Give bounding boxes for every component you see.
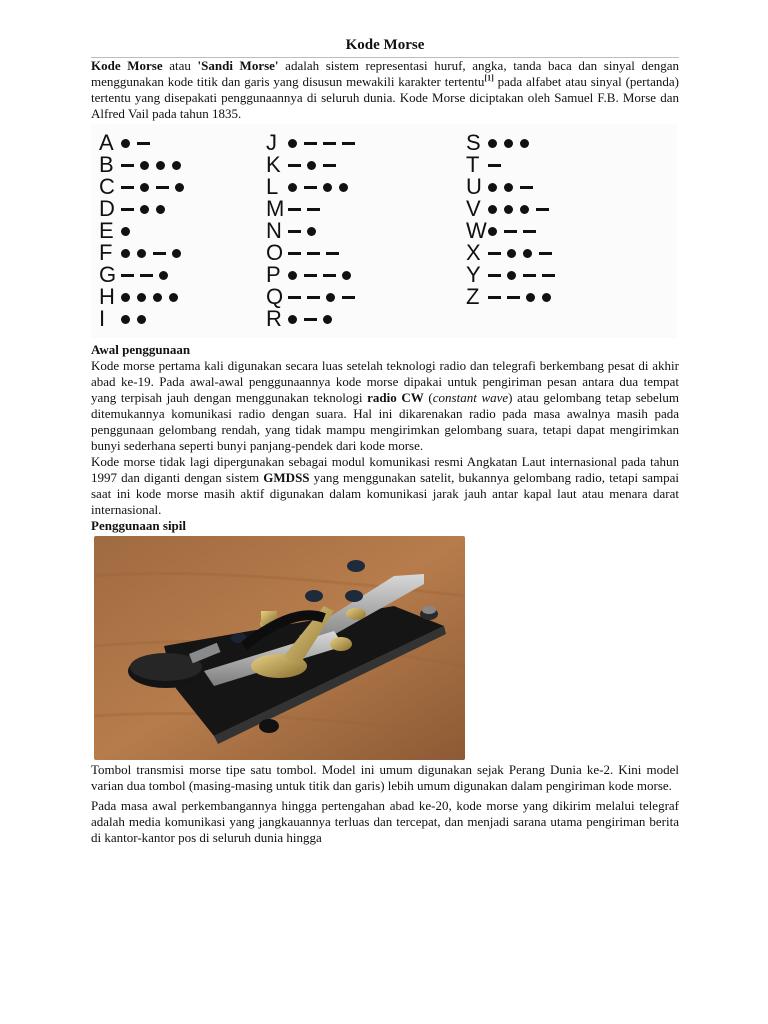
morse-letter: G [99,262,117,287]
morse-dot [137,315,146,324]
morse-code-symbols [288,208,326,211]
intro-text-2: pada alfabet atau sinyal (pertanda) tertentu yang disepakati penggunaannya di seluruh dunia. Kode Morse diciptakan oleh Samuel F.B. Morse dan Alfred Vail pada tahun 1835. [91,74,679,121]
morse-dot [507,271,516,280]
morse-dot [526,293,535,302]
morse-dash [304,186,317,189]
morse-row-p [266,264,361,286]
morse-dash [304,142,317,145]
p2-bold-gmdss: GMDSS [263,470,310,485]
morse-dot [121,315,130,324]
morse-dot [520,205,529,214]
morse-dash [504,230,517,233]
morse-code-symbols [488,249,558,258]
morse-row-b [99,154,191,176]
morse-letter: X [466,240,481,265]
morse-dash [288,296,301,299]
morse-dash [121,208,134,211]
morse-alphabet-image [91,124,677,338]
morse-dot [153,293,162,302]
morse-letter: I [99,306,106,331]
morse-dot [156,161,165,170]
morse-column-3 [466,132,561,308]
morse-letter: A [99,130,114,155]
morse-dot [307,227,316,236]
morse-code-symbols [121,249,188,258]
p1-text-b: ( [423,390,433,405]
morse-dash [153,252,166,255]
morse-dash [523,230,536,233]
morse-dash [307,208,320,211]
morse-letter: L [266,174,279,199]
morse-row-h [99,286,191,308]
morse-code-symbols [488,139,536,148]
morse-dash [523,274,536,277]
morse-dot [137,249,146,258]
morse-dot [156,205,165,214]
morse-dash [121,164,134,167]
morse-dash [288,252,301,255]
morse-dash [323,164,336,167]
morse-row-m [266,198,361,220]
morse-letter: U [466,174,482,199]
morse-letter: F [99,240,113,265]
morse-row-i [99,308,191,330]
morse-letter: J [266,130,277,155]
morse-dot [323,183,332,192]
intro-text-1: adalah sistem representasi huruf, angka, tanda baca dan sinyal dengan menggunakan kode titik dan garis yang disusun mewakili karakter tertentu [91,58,680,89]
morse-dot [172,161,181,170]
morse-row-u [466,176,561,198]
intro-alias: 'Sandi Morse' [197,58,279,73]
morse-dash [488,296,501,299]
morse-column-1 [99,132,191,330]
morse-letter: N [266,218,282,243]
morse-row-v [466,198,561,220]
intro-term: Kode Morse [91,58,163,73]
morse-dot [288,271,297,280]
morse-dash [539,252,552,255]
morse-dash [536,208,549,211]
morse-row-r [266,308,361,330]
morse-letter: R [266,306,282,331]
intro-atau: atau [169,58,191,73]
morse-dot [504,183,513,192]
morse-letter: V [466,196,481,221]
morse-dash [140,274,153,277]
morse-dot [140,205,149,214]
morse-dot [121,139,130,148]
morse-dash [488,164,501,167]
morse-row-q [266,286,361,308]
morse-dot [121,227,130,236]
morse-dot [339,183,348,192]
morse-dot [288,315,297,324]
morse-dot [288,183,297,192]
morse-dash [520,186,533,189]
morse-dot [288,139,297,148]
morse-code-symbols [288,252,345,255]
morse-dash [307,296,320,299]
morse-row-j [266,132,361,154]
morse-dot [140,183,149,192]
morse-dash [288,164,301,167]
morse-letter: M [266,196,285,221]
morse-letter: Z [466,284,480,309]
morse-letter: O [266,240,284,265]
morse-dash [304,318,317,321]
morse-code-symbols [121,139,156,148]
p2-text-a: Kode morse tidak lagi dipergunakan sebagai modul komunikasi resmi Angkatan Laut internasional pada tahun 1997 dan diganti dengan sistem [91,454,679,485]
morse-dash [542,274,555,277]
morse-dot [542,293,551,302]
morse-code-symbols [488,205,555,214]
morse-dot [488,139,497,148]
morse-code-symbols [488,183,539,192]
morse-row-e [99,220,191,242]
morse-letter: Q [266,284,284,309]
morse-dot [159,271,168,280]
morse-row-o [266,242,361,264]
morse-letter: C [99,174,115,199]
morse-dash [288,230,301,233]
morse-row-a [99,132,191,154]
morse-row-x [466,242,561,264]
morse-dot [175,183,184,192]
section-heading-awal: Awal penggunaan [91,342,191,357]
morse-row-z [466,286,561,308]
morse-row-y [466,264,561,286]
morse-code-symbols [288,271,358,280]
footnote-ref-link[interactable]: [1] [484,73,494,83]
telegraph-key-photo [94,536,465,760]
morse-dash [307,252,320,255]
telegraph-key-illustration [94,536,465,760]
morse-dash [488,252,501,255]
morse-letter: Y [466,262,481,287]
morse-dash [326,252,339,255]
morse-code-symbols [121,315,153,324]
morse-dot [504,205,513,214]
morse-letter: P [266,262,281,287]
morse-letter: T [466,152,480,177]
morse-letter: D [99,196,115,221]
morse-dash [323,274,336,277]
morse-code-symbols [121,161,188,170]
morse-dash [156,186,169,189]
morse-code-symbols [288,293,361,302]
morse-code-symbols [121,293,185,302]
morse-dash [507,296,520,299]
p1-italic-constant-wave: constant wave [432,390,509,405]
morse-dot [504,139,513,148]
morse-dot [507,249,516,258]
morse-dot [121,293,130,302]
morse-dash [288,208,301,211]
photo-caption: Tombol transmisi morse tipe satu tombol. Model ini umum digunakan sejak Perang Dunia ke-2. Kini model varian dua tombol (masing-masing untuk titik dan garis) lebih umum digunakan dalam pengiriman kode morse. [91,762,679,793]
morse-dash [342,296,355,299]
intro-paragraph [91,58,679,122]
morse-row-c [99,176,191,198]
morse-row-d [99,198,191,220]
morse-dot [520,139,529,148]
morse-dot [326,293,335,302]
morse-code-symbols [488,271,561,280]
page-title: Kode Morse [91,34,679,58]
p1-text-a: Kode morse pertama kali digunakan secara luas setelah teknologi radio dan telegrafi berkembang pesat di akhir abad ke-19. Pada awal-awal penggunaannya kode morse dipakai untuk pengiriman pesan antara dua tempat yang terpisah jauh dengan menggunakan teknologi [91,358,679,405]
morse-column-2 [266,132,361,330]
section2-paragraph: Pada masa awal perkembangannya hingga pertengahan abad ke-20, kode morse yang dikirim melalui telegraf adalah media komunikasi yang jangkauannya terluas dan tercepat, dan menjadi sarana utama pengiriman berita di kantor-kantor pos di seluruh dunia hingga [91,798,679,845]
morse-code-symbols [121,205,172,214]
morse-dot [488,205,497,214]
morse-dot [137,293,146,302]
morse-letter: S [466,130,481,155]
morse-row-n [266,220,361,242]
document-page [91,34,679,846]
morse-letter: B [99,152,114,177]
morse-dash [342,142,355,145]
morse-code-symbols [288,183,355,192]
morse-row-t [466,154,561,176]
morse-dot [307,161,316,170]
morse-code-symbols [288,139,361,148]
morse-letter: K [266,152,281,177]
p2-text-b: yang menggunakan satelit, bukannya gelombang radio, tetapi sampai saat ini kode morse masih aktif digunakan dalam komunikasi jarak jauh antar kapal laut atau menara darat internasional. [91,470,680,517]
morse-dash [121,186,134,189]
morse-row-s [466,132,561,154]
morse-letter: E [99,218,114,243]
morse-row-k [266,154,361,176]
morse-letter: H [99,284,115,309]
morse-code-symbols [488,227,542,236]
morse-dot [488,183,497,192]
section-heading-sipil: Penggunaan sipil [91,518,187,533]
morse-dot [169,293,178,302]
morse-code-symbols [488,164,507,167]
morse-dash [488,274,501,277]
morse-dot [523,249,532,258]
morse-dash [304,274,317,277]
section1-paragraph-2 [91,454,679,518]
morse-row-w [466,220,561,242]
morse-code-symbols [121,183,191,192]
morse-dot [488,227,497,236]
morse-code-symbols [121,227,137,236]
morse-dash [323,142,336,145]
morse-dot [323,315,332,324]
morse-dot [172,249,181,258]
morse-dash [121,274,134,277]
morse-code-symbols [488,293,558,302]
morse-code-symbols [288,315,339,324]
section1-paragraph-1 [91,358,679,454]
morse-code-symbols [288,227,323,236]
morse-code-symbols [288,161,342,170]
morse-letter: W [466,218,487,243]
morse-dot [342,271,351,280]
morse-dash [137,142,150,145]
morse-dot [140,161,149,170]
p1-text-c: ) atau gelombang tetap sebelum ditemukannya komunikasi radio dengan suara. Hal ini dikarenakan radio pada masa awalnya masih pada penggunaan gelombang rendah, yang tidak mampu mengirimkan gelombang suara, tetapi dapat mengirimkan bunyi sederhana seperti bunyi panjang-pendek dari kode morse. [91,390,680,453]
p1-bold-radio-cw: radio CW [367,390,424,405]
morse-row-f [99,242,191,264]
morse-code-symbols [121,271,175,280]
morse-row-l [266,176,361,198]
morse-dot [121,249,130,258]
morse-row-g [99,264,191,286]
